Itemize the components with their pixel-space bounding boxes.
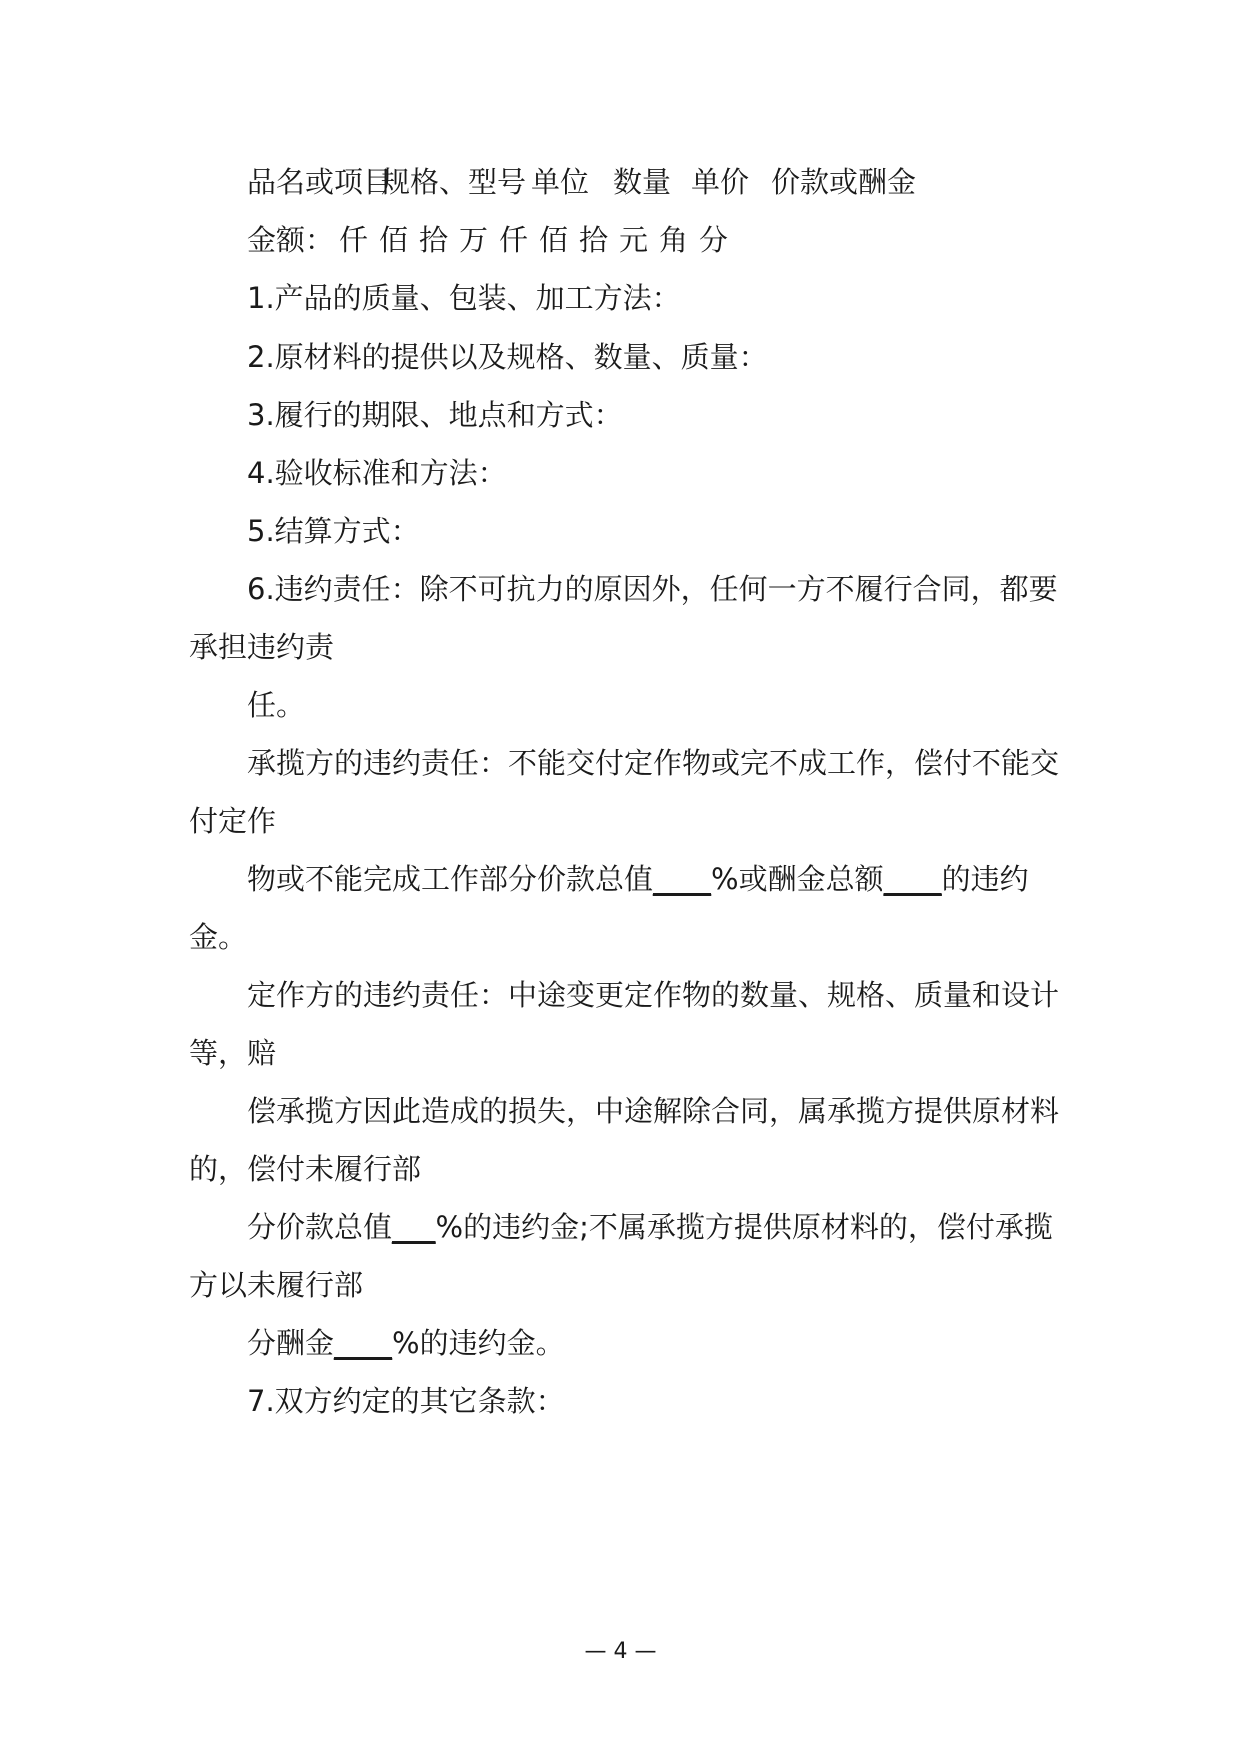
orderer-liability-line-2: 等，赔 (189, 1036, 277, 1070)
contractor-liability-line-2: 付定作 (189, 804, 277, 838)
orderer-liability-line-4: 的，偿付未履行部 (189, 1152, 422, 1186)
contractor-liability-line-3 (247, 861, 1029, 897)
amount-unit: 万 (459, 223, 489, 257)
orderer-liability-line-6: 方以未履行部 (189, 1268, 364, 1302)
text-segment: 的违约 (941, 862, 1029, 896)
clause-1: 1.产品的质量、包装、加工方法： (247, 281, 681, 315)
amount-row (247, 222, 739, 258)
col-unit: 单位 (531, 165, 590, 199)
amount-unit: 拾 (419, 223, 449, 257)
orderer-liability-line-3: 偿承揽方因此造成的损失，中途解除合同，属承揽方提供原材料 (247, 1094, 1060, 1128)
amount-unit: 仟 (339, 223, 369, 257)
orderer-liability-line-1: 定作方的违约责任：中途变更定作物的数量、规格、质量和设计 (247, 978, 1060, 1012)
text-segment: %或酬金总额 (711, 862, 884, 896)
contractor-liability-line-4: 金。 (189, 920, 248, 954)
clause-2: 2.原材料的提供以及规格、数量、质量： (247, 340, 768, 374)
amount-unit: 佰 (379, 223, 409, 257)
amount-unit: 仟 (499, 223, 529, 257)
amount-unit: 拾 (579, 223, 609, 257)
clause-4: 4.验收标准和方法： (247, 456, 507, 490)
col-quantity: 数量 (613, 165, 672, 199)
fill-blank: ___ (392, 1210, 436, 1244)
text-segment: 分价款总值 (247, 1210, 393, 1244)
text-segment: 物或不能完成工作部分价款总值 (247, 862, 654, 896)
clause-6-line-3: 任。 (247, 688, 306, 722)
clause-3: 3.履行的期限、地点和方式： (247, 398, 623, 432)
amount-unit: 分 (699, 223, 729, 257)
page-number: — 4 — (584, 1639, 657, 1664)
text-segment: %的违约金。 (392, 1326, 565, 1360)
text-segment: 分酬金 (247, 1326, 335, 1360)
clause-7: 7.双方约定的其它条款： (247, 1384, 565, 1418)
clause-6-line-1: 6.违约责任：除不可抗力的原因外，任何一方不履行合同，都要 (247, 572, 1058, 606)
clause-5: 5.结算方式： (247, 514, 420, 548)
col-price-or-fee: 价款或酬金 (771, 165, 917, 199)
col-item-name: 品名或项目 (247, 165, 393, 199)
amount-unit: 元 (619, 223, 649, 257)
amount-label: 金额： (247, 223, 335, 257)
clause-6-line-2: 承担违约责 (189, 630, 335, 664)
text-segment: %的违约金;不属承揽方提供原材料的，偿付承揽 (435, 1210, 1053, 1244)
col-unit-price: 单价 (691, 165, 750, 199)
fill-blank: ____ (883, 862, 942, 896)
amount-unit: 佰 (539, 223, 569, 257)
fill-blank: ____ (653, 862, 712, 896)
orderer-liability-line-5 (247, 1209, 1053, 1245)
table-header-row (247, 164, 916, 200)
orderer-liability-line-7 (247, 1325, 565, 1361)
col-spec-model: 规格、型号 (381, 165, 527, 199)
fill-blank: ____ (334, 1326, 393, 1360)
amount-unit: 角 (659, 223, 689, 257)
contractor-liability-line-1: 承揽方的违约责任：不能交付定作物或完不成工作，偿付不能交 (247, 746, 1060, 780)
